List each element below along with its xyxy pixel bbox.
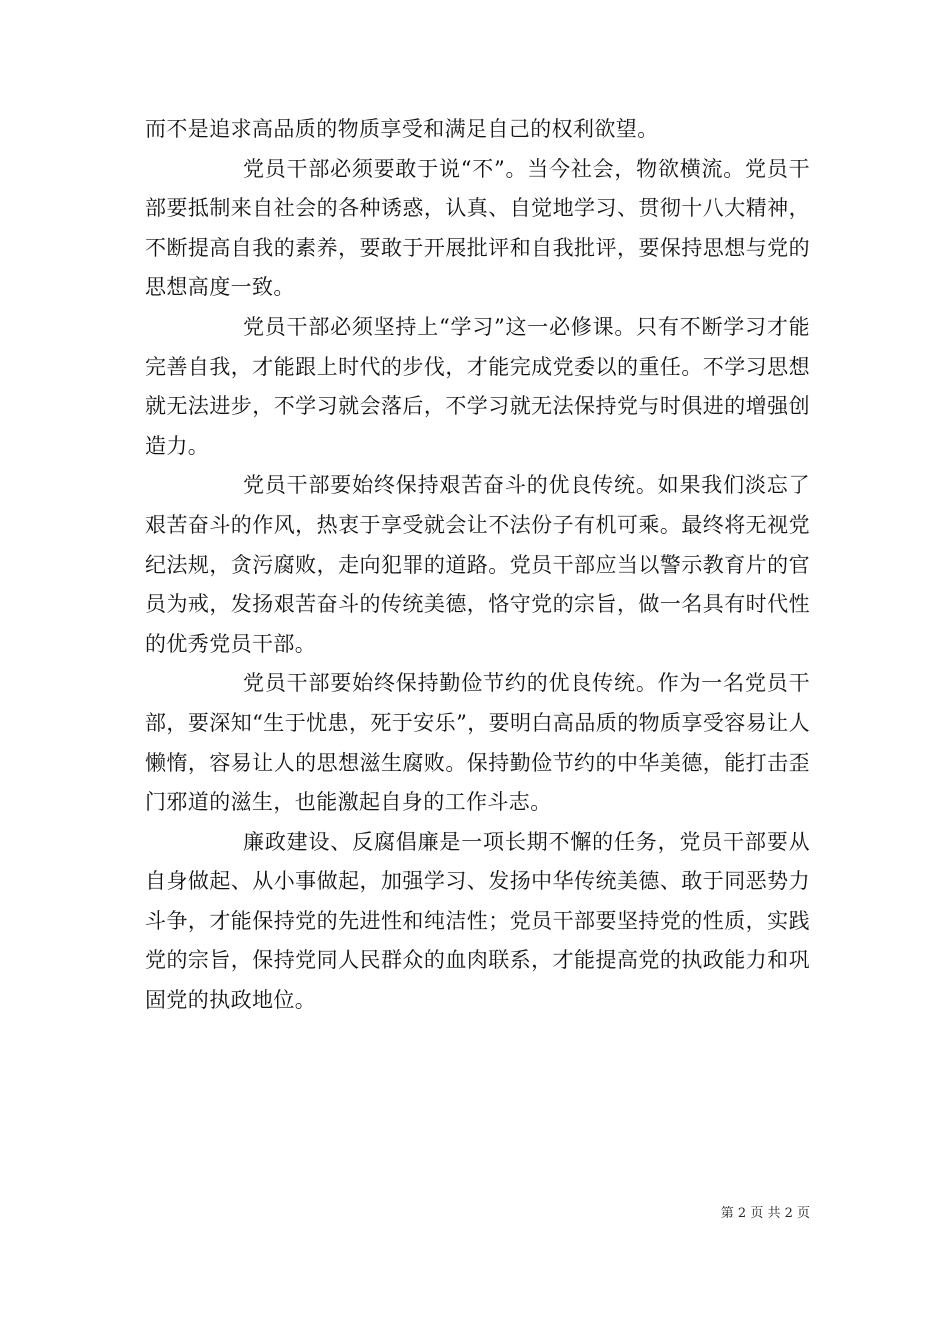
paragraph-5: 党员干部要始终保持勤俭节约的优良传统。作为一名党员干部，要深知“生于忧患，死于安乐”，要明白高品质的物质享受容易让人懒惰，容易让人的思想滋生腐败。保持勤俭节约的中华美德，能打击歪门邪道的滋生，也能激起自身的工作斗志。: [145, 671, 810, 815]
paragraph-4: 党员干部要始终保持艰苦奋斗的优良传统。如果我们淡忘了艰苦奋斗的作风，热衷于享受就会让不法份子有机可乘。最终将无视党纪法规，贪污腐败，走向犯罪的道路。党员干部应当以警示教育片的官员为戒，发扬艰苦奋斗的传统美德，恪守党的宗旨，做一名具有时代性的优秀党员干部。: [145, 473, 810, 656]
paragraph-6: 廉政建设、反腐倡廉是一项长期不懈的任务，党员干部要从自身做起、从小事做起，加强学习、发扬中华传统美德、敢于同恶势力斗争，才能保持党的先进性和纯洁性；党员干部要坚持党的性质，实践党的宗旨，保持党同人民群众的血肉联系，才能提高党的执政能力和巩固党的执政地位。: [145, 829, 810, 1013]
paragraph-1: 而不是追求高品质的物质享受和满足自己的权利欲望。: [145, 117, 659, 141]
document-body: [145, 110, 810, 1021]
paragraph-3: 党员干部必须坚持上“学习”这一必修课。只有不断学习才能完善自我，才能跟上时代的步伐，才能完成党委以的重任。不学习思想就无法进步，不学习就会落后，不学习就无法保持党与时俱进的增强创造力。: [145, 314, 810, 458]
paragraph-2: 党员干部必须要敢于说“不”。当今社会，物欲横流。党员干部要抵制来自社会的各种诱惑，认真、自觉地学习、贯彻十八大精神，不断提高自我的素养，要敢于开展批评和自我批评，要保持思想与党的思想高度一致。: [145, 156, 810, 300]
page-number: 第 2 页 共 2 页: [720, 1206, 810, 1221]
